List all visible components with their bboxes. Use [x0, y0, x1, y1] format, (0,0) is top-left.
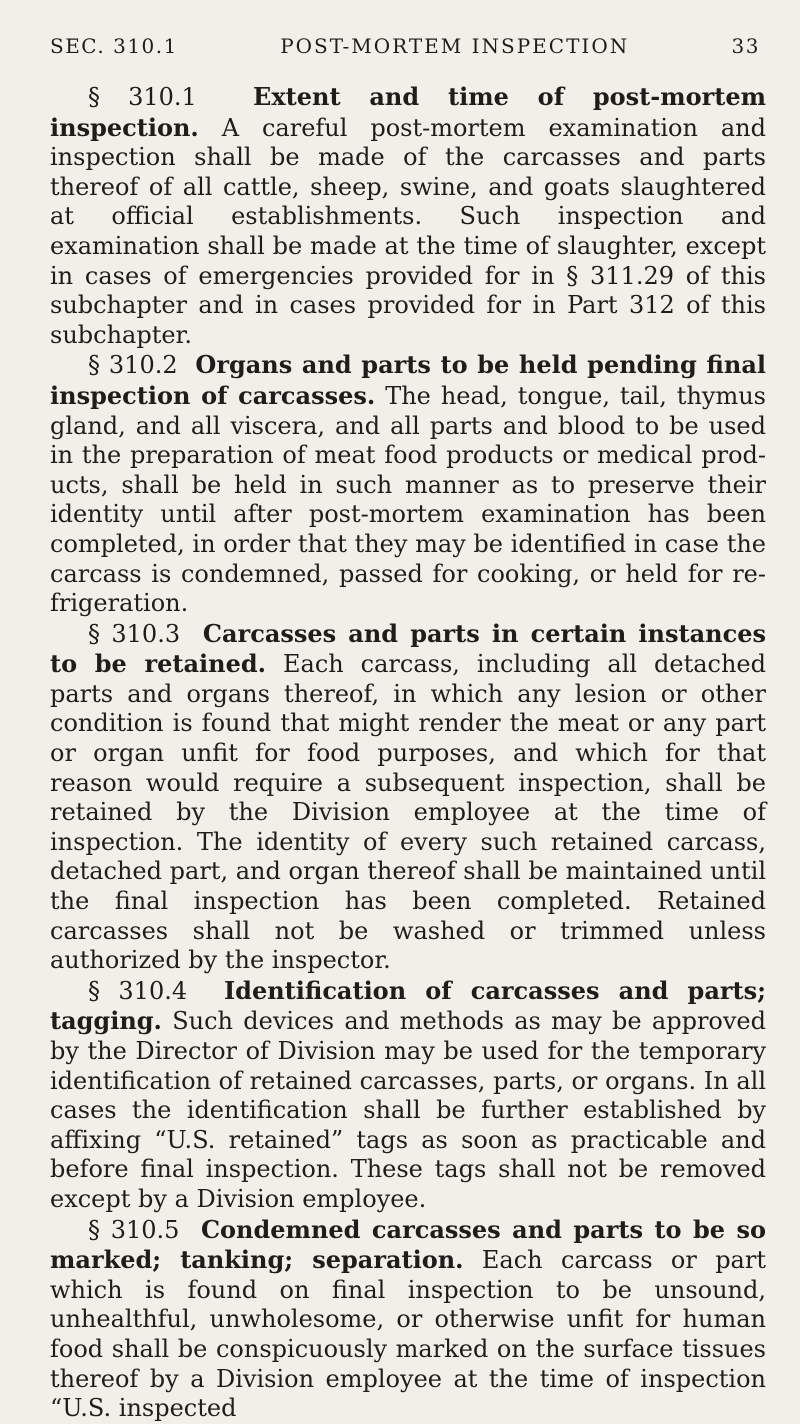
section-body: Such devices and methods as may be approved by the Director of Division may be used for the temporary identification of retained carcasses, parts, or organs. In all cases the identification shall be further established by affixing “U.S. retained” tags as soon as practicable and before final inspection. These tags shall not be removed except by a Division employee. — [50, 1007, 766, 1213]
section-number: § 310.3 — [88, 619, 181, 648]
section-310-3 — [50, 619, 766, 976]
section-body: A careful post-mortem examination and inspection shall be made of the carcasses and parts thereof of all cattle, sheep, swine, and goats slaughtered at official establishments. Such inspection and examination shall be made at the time of slaughter, except in cases of emergencies provided for in § 311.29 of this subchapter and in cases provided for in Part 312 of this subchapter. — [50, 113, 766, 349]
section-title: Organs and parts to be held pending final inspection of carcasses. — [50, 350, 766, 410]
section-310-2 — [50, 350, 766, 618]
section-310-1 — [50, 82, 766, 350]
section-number: § 310.1 — [88, 83, 197, 111]
section-body: The head, tongue, tail, thymus gland, and all viscera, and all parts and blood to be used in the preparation of meat food products or medical products, shall be held in such manner as to preserve their identity until after post-mortem examination has been completed, in order that they may be identified in case the carcass is condemned, passed for cooking, or held for refrigeration. — [50, 381, 766, 618]
section-body: Each carcass or part which is found on final inspection to be unsound, unhealthful, unwholesome, or otherwise unfit for human food shall be conspicuously marked on the surface tissues thereof by a Division employee at the time of inspection “U.S. inspected — [50, 1246, 766, 1423]
header-title: POST-MORTEM INSPECTION — [280, 34, 630, 58]
section-title: Carcasses and parts in certain instances to be retained. — [50, 618, 766, 679]
section-number: § 310.5 — [88, 1215, 180, 1244]
running-head — [50, 34, 766, 58]
section-title: Condemned carcasses and parts to be so marked; tanking; separation. — [50, 1214, 767, 1275]
section-310-5 — [50, 1215, 766, 1424]
section-title: Extent and time of post-mortem inspection. — [50, 82, 766, 142]
section-body: Each carcass, including all detached parts and organs thereof, in which any lesion or other condition is found that might render the meat or any part or organ unfit for food purposes, and which for that reason would require a subsequent inspection, shall be retained by the Division employee at the time of inspection. The identity of every such retained carcass, detached part, and organ thereof shall be maintained until the final inspection has been completed. Retained carcasses shall not be washed or trimmed unless authorized by the inspector. — [50, 650, 766, 975]
section-title: Identification of carcasses and parts; tagging. — [50, 975, 766, 1036]
section-number: § 310.2 — [88, 351, 178, 380]
page-number: 33 — [731, 34, 760, 58]
section-310-4 — [50, 976, 766, 1215]
header-section-ref: SEC. 310.1 — [50, 34, 178, 58]
section-number: § 310.4 — [88, 976, 188, 1005]
